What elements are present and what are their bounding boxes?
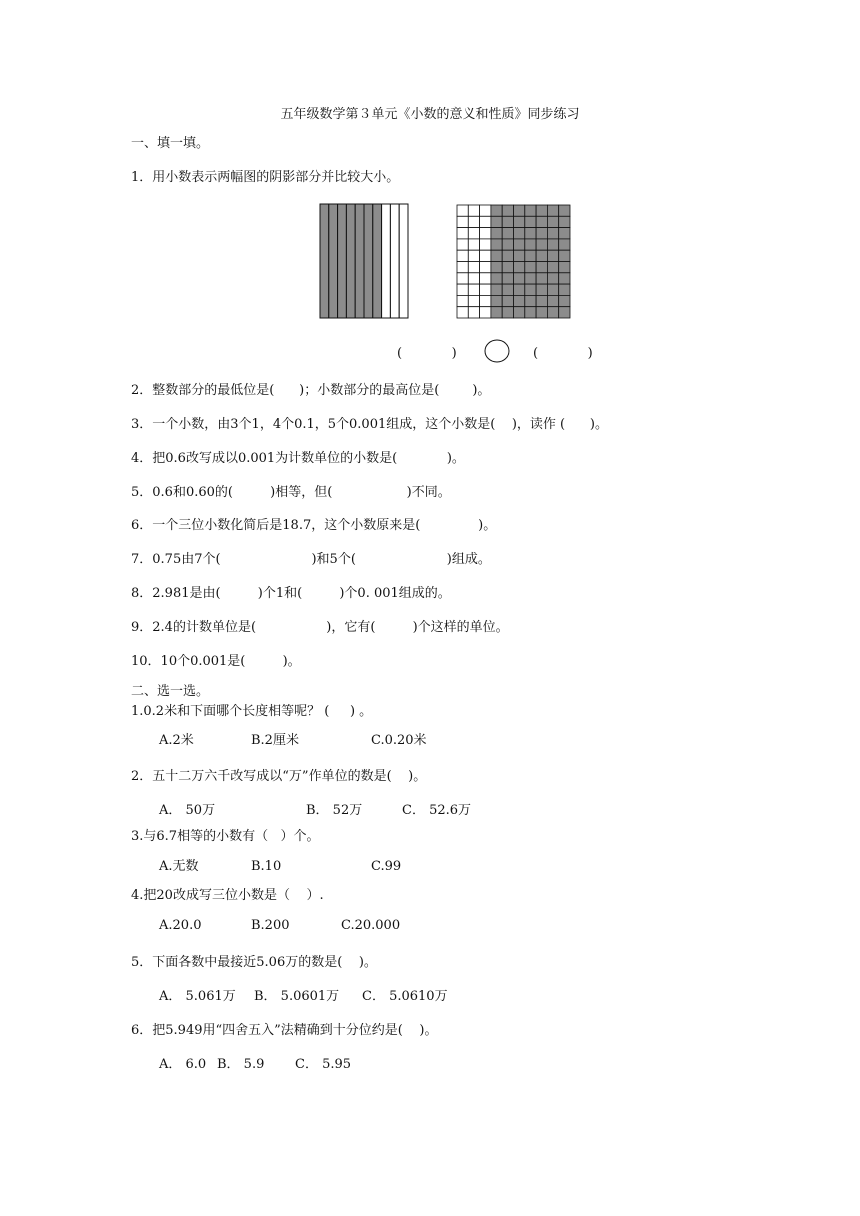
question-4: 4．把0.6改写成以0.001为计数单位的小数是( )。 <box>131 451 465 466</box>
option-b: B． 5.0601万 <box>254 989 340 1004</box>
shaded-cell <box>559 262 570 273</box>
shaded-cell <box>514 273 525 284</box>
blank-cell <box>468 216 479 227</box>
choice-question-4: 4.把20改成写三位小数是（ ）. <box>131 888 324 903</box>
option-c: C． 5.0610万 <box>362 989 448 1004</box>
blank-cell <box>480 205 491 216</box>
blank-cell <box>457 262 468 273</box>
shaded-strip <box>338 204 347 318</box>
question-7: 7．0.75由7个( )和5个( )组成。 <box>131 552 491 567</box>
shaded-cell <box>559 284 570 295</box>
shaded-strip <box>329 204 338 318</box>
shaded-cell <box>547 205 558 216</box>
blank-cell <box>480 307 491 318</box>
shaded-cell <box>536 228 547 239</box>
option-c: C． 5.95 <box>295 1057 352 1072</box>
shaded-cell <box>525 284 536 295</box>
blank-cell <box>480 295 491 306</box>
shaded-cell <box>514 307 525 318</box>
shaded-cell <box>514 284 525 295</box>
shaded-cell <box>491 239 502 250</box>
choice-question-2: 2．五十二万六千改写成以“万”作单位的数是( )。 <box>131 769 427 784</box>
shaded-cell <box>514 239 525 250</box>
shaded-cell <box>559 228 570 239</box>
shaded-cell <box>491 295 502 306</box>
option-c: C.99 <box>371 859 402 874</box>
option-b: B． 5.9 <box>217 1057 265 1072</box>
shaded-cell <box>525 228 536 239</box>
shaded-cell <box>547 273 558 284</box>
blank-cell <box>457 216 468 227</box>
question-5: 5．0.6和0.60的( )相等，但( )不同。 <box>131 485 451 500</box>
shaded-cell <box>547 239 558 250</box>
shaded-cell <box>559 307 570 318</box>
option-c: C.20.000 <box>341 918 401 933</box>
blank-strip <box>382 204 391 318</box>
option-b: B.2厘米 <box>251 733 299 748</box>
blank-cell <box>468 205 479 216</box>
choice-question-5: 5．下面各数中最接近5.06万的数是( )。 <box>131 955 377 970</box>
shaded-cell <box>559 250 570 261</box>
blank-cell <box>457 284 468 295</box>
shaded-cell <box>525 273 536 284</box>
blank-cell <box>480 273 491 284</box>
shaded-cell <box>525 239 536 250</box>
blank-cell <box>457 228 468 239</box>
option-c: C.0.20米 <box>371 733 427 748</box>
shaded-cell <box>536 273 547 284</box>
blank-cell <box>468 307 479 318</box>
shaded-cell <box>547 295 558 306</box>
shaded-cell <box>514 216 525 227</box>
blank-cell <box>468 239 479 250</box>
question-10: 10．10个0.001是( )。 <box>131 654 301 669</box>
shaded-strip <box>364 204 373 318</box>
option-b: B.10 <box>251 859 282 874</box>
answer-blank-left: ( ) <box>397 346 457 361</box>
choice-question-1: 1.0.2米和下面哪个长度相等呢？ ( ) 。 <box>131 704 373 719</box>
shaded-cell <box>514 228 525 239</box>
blank-cell <box>468 262 479 273</box>
question-3: 3．一个小数，由3个1，4个0.1，5个0.001组成，这个小数是( )，读作 ( )。 <box>131 417 608 432</box>
shaded-cell <box>536 295 547 306</box>
shaded-cell <box>559 216 570 227</box>
section-heading-fill: 一、填一填。 <box>131 136 210 151</box>
shaded-cell <box>547 216 558 227</box>
shaded-cell <box>514 262 525 273</box>
shaded-cell <box>547 284 558 295</box>
shaded-cell <box>536 262 547 273</box>
option-b: B.200 <box>251 918 290 933</box>
shaded-cell <box>525 295 536 306</box>
shaded-cell <box>525 205 536 216</box>
shaded-strip <box>320 204 329 318</box>
shaded-cell <box>559 239 570 250</box>
blank-cell <box>480 239 491 250</box>
shaded-cell <box>536 307 547 318</box>
choice-question-6: 6．把5.949用“四舍五入”法精确到十分位约是( )。 <box>131 1023 438 1038</box>
shaded-cell <box>525 307 536 318</box>
blank-cell <box>480 262 491 273</box>
blank-cell <box>468 284 479 295</box>
blank-cell <box>457 205 468 216</box>
blank-cell <box>457 250 468 261</box>
shaded-cell <box>536 239 547 250</box>
shaded-cell <box>514 295 525 306</box>
shaded-cell <box>491 273 502 284</box>
shaded-cell <box>491 216 502 227</box>
compare-circle-icon <box>483 338 511 364</box>
shaded-cell <box>502 262 513 273</box>
option-b: B． 52万 <box>306 803 363 818</box>
shaded-cell <box>502 239 513 250</box>
choice-question-3: 3.与6.7相等的小数有（ ）个。 <box>131 829 320 844</box>
shaded-cell <box>491 228 502 239</box>
shaded-cell <box>547 228 558 239</box>
shaded-cell <box>559 205 570 216</box>
shaded-cell <box>536 205 547 216</box>
blank-cell <box>480 228 491 239</box>
option-a: A． 6.0 <box>159 1057 207 1072</box>
blank-cell <box>480 284 491 295</box>
shaded-cell <box>547 307 558 318</box>
shaded-cell <box>547 250 558 261</box>
shaded-cell <box>536 216 547 227</box>
shaded-strip <box>373 204 382 318</box>
shaded-cell <box>514 250 525 261</box>
question-8: 8．2.981是由( )个1和( )个0. 001组成的。 <box>131 586 451 601</box>
shaded-strip <box>355 204 364 318</box>
shaded-cell <box>502 205 513 216</box>
shaded-cell <box>491 205 502 216</box>
blank-cell <box>457 307 468 318</box>
blank-cell <box>457 273 468 284</box>
question-1: 1．用小数表示两幅图的阴影部分并比较大小。 <box>131 170 400 185</box>
shaded-cell <box>502 250 513 261</box>
blank-strip <box>399 204 408 318</box>
option-c: C． 52.6万 <box>402 803 472 818</box>
shaded-cell <box>514 205 525 216</box>
shaded-cell <box>547 262 558 273</box>
blank-cell <box>468 250 479 261</box>
figure-grid <box>455 203 572 320</box>
question-6: 6．一个三位小数化简后是18.7，这个小数原来是( )。 <box>131 518 497 533</box>
shaded-cell <box>525 216 536 227</box>
shaded-cell <box>536 250 547 261</box>
shaded-cell <box>502 273 513 284</box>
shaded-cell <box>502 295 513 306</box>
blank-cell <box>480 250 491 261</box>
section-heading-choose: 二、选一选。 <box>131 684 210 699</box>
blank-strip <box>390 204 399 318</box>
blank-cell <box>468 273 479 284</box>
shaded-cell <box>491 284 502 295</box>
shaded-cell <box>536 284 547 295</box>
shaded-cell <box>491 307 502 318</box>
option-a: A.2米 <box>159 733 194 748</box>
question-9: 9．2.4的计数单位是( )，它有( )个这样的单位。 <box>131 620 509 635</box>
option-a: A.20.0 <box>159 918 202 933</box>
option-a: A． 50万 <box>159 803 216 818</box>
shaded-strip <box>346 204 355 318</box>
page-title: 五年级数学第３单元《小数的意义和性质》同步练习 <box>280 107 580 122</box>
shaded-cell <box>491 262 502 273</box>
shaded-cell <box>491 250 502 261</box>
blank-cell <box>468 295 479 306</box>
question-2: 2．整数部分的最低位是( )；小数部分的最高位是( )。 <box>131 383 491 398</box>
figure-strips <box>318 202 410 320</box>
answer-blank-right: ( ) <box>533 346 593 361</box>
shaded-cell <box>525 250 536 261</box>
option-a: A． 5.061万 <box>159 989 236 1004</box>
shaded-cell <box>502 228 513 239</box>
blank-cell <box>480 216 491 227</box>
blank-cell <box>457 239 468 250</box>
shaded-cell <box>525 262 536 273</box>
blank-cell <box>468 228 479 239</box>
shaded-cell <box>502 216 513 227</box>
shaded-cell <box>559 273 570 284</box>
blank-cell <box>457 295 468 306</box>
shaded-cell <box>502 284 513 295</box>
shaded-cell <box>502 307 513 318</box>
shaded-cell <box>559 295 570 306</box>
option-a: A.无数 <box>159 859 199 874</box>
